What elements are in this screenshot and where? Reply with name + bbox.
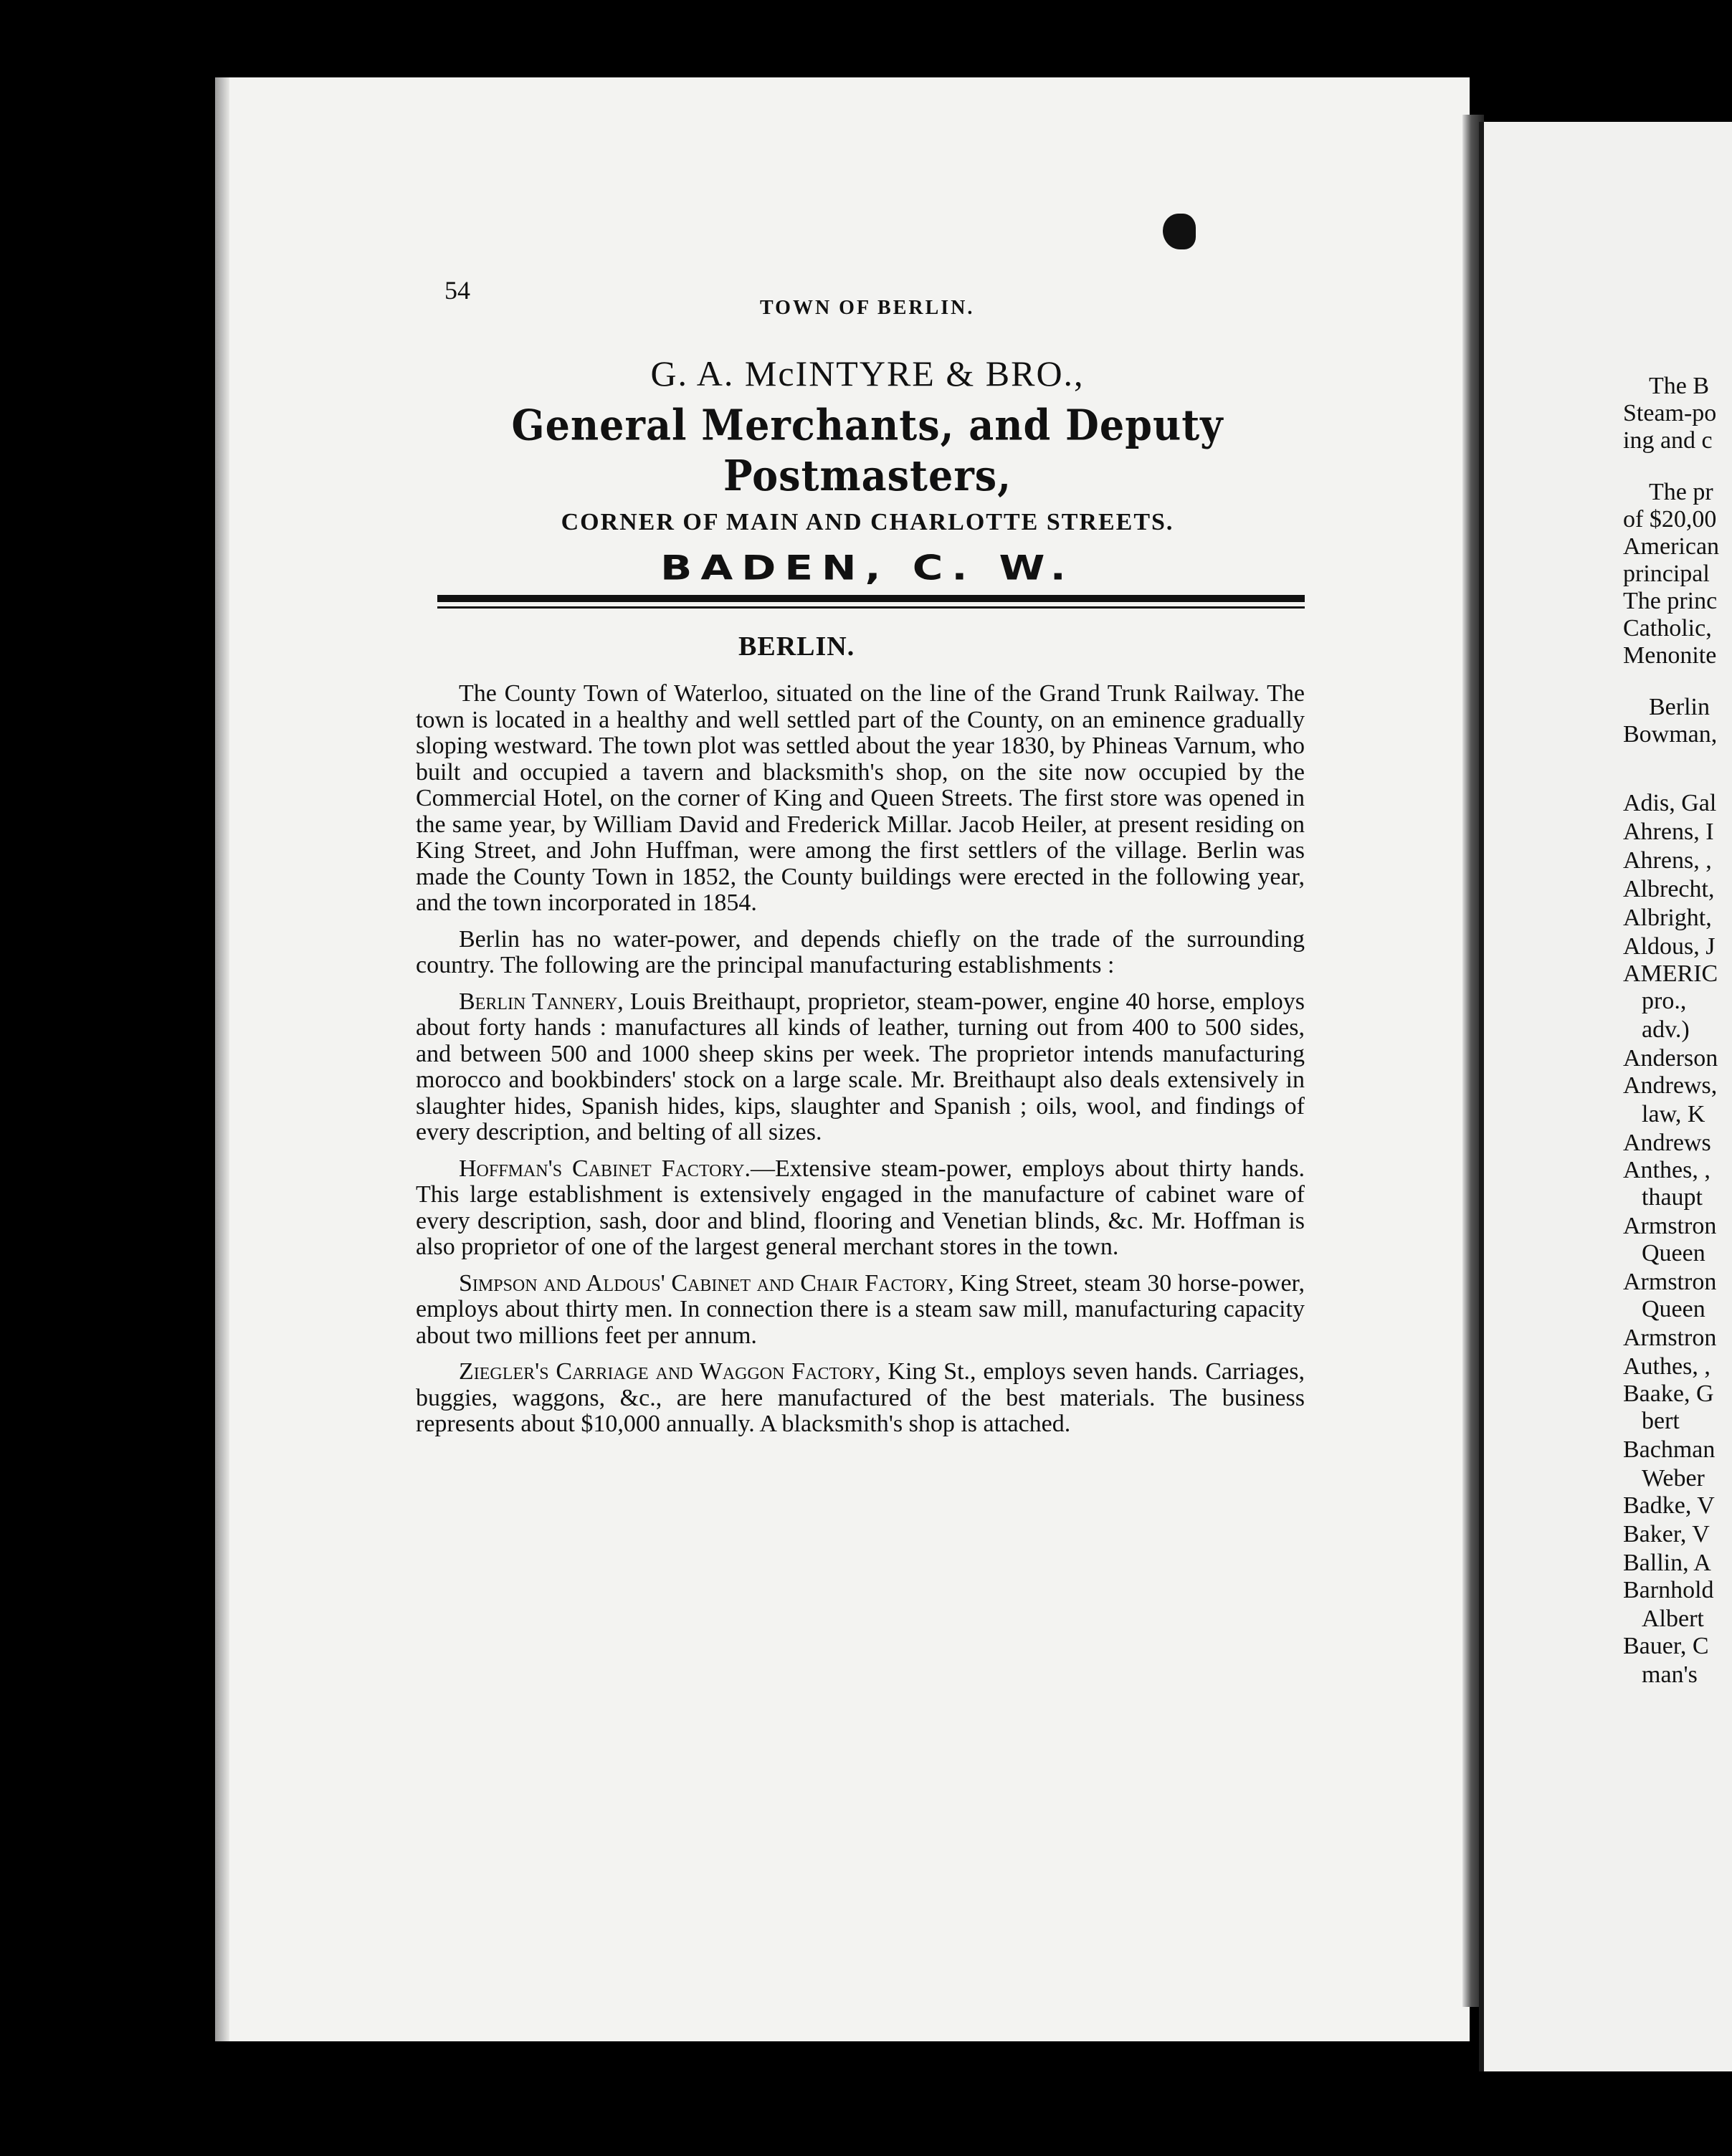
divider-thin [437, 606, 1305, 609]
right-page-line: AMERIC [1623, 960, 1718, 987]
right-page-line: Albright, [1623, 905, 1712, 931]
right-page-line: Baker, V [1623, 1521, 1710, 1547]
right-page-line: The pr [1649, 479, 1713, 505]
right-page-line: The princ [1623, 588, 1718, 614]
right-page-line: Andrews, [1623, 1072, 1718, 1099]
ad-business-title: General Merchants, and Deputy Postmasters, [511, 399, 1224, 501]
right-page-line: Albert [1642, 1606, 1704, 1632]
paragraph [416, 927, 1305, 979]
paragraph-lead: Ziegler's Carriage and Waggon Factory, [459, 1358, 881, 1385]
paragraph-text: King St., employs seven hands. Carriages, buggies, waggons, &c., are here manufactured of the best materials. The business represents about $10,000 annually. A blacksmith's shop is attached. [416, 1358, 1305, 1437]
paragraph [416, 989, 1305, 1146]
right-page-line: Aldous, J [1623, 933, 1716, 960]
right-page-line: Andrews [1623, 1130, 1711, 1156]
divider-thick [437, 595, 1305, 602]
right-page-line: Adis, Gal [1623, 790, 1717, 816]
right-page-line: principal [1623, 561, 1710, 587]
right-page-line: Barnhold [1623, 1577, 1714, 1603]
right-page-line: law, K [1642, 1101, 1705, 1127]
ink-blot [1163, 214, 1196, 249]
paragraph-text: Berlin has no water-power, and depends chiefly on the trade of the surrounding country. The following are the principal manufacturing establishments : [416, 925, 1305, 978]
paragraph-lead: Hoffman's Cabinet Factory. [459, 1155, 751, 1182]
running-head: TOWN OF BERLIN. [760, 297, 975, 319]
right-page-line: Ahrens, I [1623, 819, 1714, 845]
paragraph-lead: Berlin Tannery, [459, 988, 624, 1015]
ad-business-name: G. A. McINTYRE & BRO., [650, 353, 1085, 393]
right-page-line: Ballin, A [1623, 1550, 1711, 1576]
paragraph-text: King Street, steam 30 horse-power, employs about thirty men. In connection there is a steam saw mill, manufacturing capacity about two millions feet per annum. [416, 1269, 1305, 1349]
section-title: BERLIN. [738, 631, 855, 662]
right-page-line: Anderson [1623, 1045, 1718, 1072]
right-page-line: bert [1642, 1408, 1680, 1434]
right-page-line: Anthes, , [1623, 1157, 1710, 1183]
body-text [416, 681, 1305, 1448]
right-page-line: The B [1649, 373, 1710, 399]
right-page-line: thaupt [1642, 1184, 1703, 1211]
right-page-line: pro., [1642, 988, 1687, 1014]
ad-town: BADEN, C. W. [660, 548, 1075, 588]
paragraph-text: Louis Breithaupt, proprietor, steam-power, engine 40 horse, employs about forty hands : manufactures all kinds of leather, turning out from 400 to 500 sides, and between 500 and 1000 sheep skins per week. The proprietor intends manufacturing morocco and bookbinders' stock on a large scale. Mr. Breithaupt also deals extensively in slaughter hides, Spanish hides, kips, slaughter and Spanish ; oils, wool, and findings of every description, and belting of all sizes. [416, 988, 1305, 1145]
right-page-line: Baake, G [1623, 1380, 1714, 1407]
right-page-line: Bachman [1623, 1436, 1716, 1463]
right-page-line: Authes, , [1623, 1353, 1710, 1380]
paragraph [416, 681, 1305, 917]
right-page-line: ing and c [1623, 427, 1713, 454]
right-page-line: Bowman, [1623, 721, 1718, 748]
right-page-line: Armstron [1623, 1269, 1717, 1295]
right-page-line: Catholic, [1623, 615, 1712, 641]
advertisement [430, 344, 1305, 592]
right-page-line: Queen [1642, 1296, 1705, 1322]
right-page-line: of $20,00 [1623, 506, 1717, 533]
paragraph [416, 1359, 1305, 1438]
right-page-line: American [1623, 533, 1720, 560]
right-page-line: Steam-po [1623, 400, 1717, 426]
paragraph-text: The County Town of Waterloo, situated on the line of the Grand Trunk Railway. The town is located in a healthy and well settled part of the County, on an eminence gradually sloping westward. The town plot was settled about the year 1830, by Phineas Varnum, who built and occupied a tavern and blacksmith's shop, on the site now occupied by the Commercial Hotel, on the corner of King and Queen Streets. The first store was opened in the same year, by William David and Frederick Millar. Jacob Heiler, at present residing on King Street, and John Huffman, were among the first settlers of the village. Berlin was made the County Town in 1852, the County buildings were erected in the following year, and the town incorporated in 1854. [416, 680, 1305, 916]
right-page-line: Queen [1642, 1240, 1705, 1267]
left-page-edge [215, 77, 229, 2041]
right-page-line: man's [1642, 1661, 1698, 1688]
right-page-line: Armstron [1623, 1213, 1717, 1239]
paragraph-text: —Extensive steam-power, employs about thirty hands. This large establishment is extensively engaged in the manufacture of cabinet ware of every description, sash, door and blind, flooring and Venetian blinds, &c. Mr. Hoffman is also proprietor of one of the largest general merchant stores in the town. [416, 1155, 1305, 1260]
right-page-line: Ahrens, , [1623, 847, 1712, 874]
ad-address: CORNER OF MAIN AND CHARLOTTE STREETS. [561, 509, 1174, 535]
paragraph [416, 1156, 1305, 1261]
page-number: 54 [444, 276, 470, 305]
right-page-line: Weber [1642, 1465, 1705, 1492]
right-page-line: Badke, V [1623, 1492, 1715, 1519]
paragraph [416, 1271, 1305, 1350]
right-page-line: Berlin [1649, 694, 1710, 720]
right-page-line: Menonite [1623, 642, 1717, 669]
right-page-line: adv.) [1642, 1016, 1690, 1043]
right-page-line: Bauer, C [1623, 1633, 1709, 1659]
paragraph-lead: Simpson and Aldous' Cabinet and Chair Factory, [459, 1269, 954, 1297]
right-page-line: Albrecht, [1623, 876, 1715, 902]
right-page-line: Armstron [1623, 1325, 1717, 1351]
